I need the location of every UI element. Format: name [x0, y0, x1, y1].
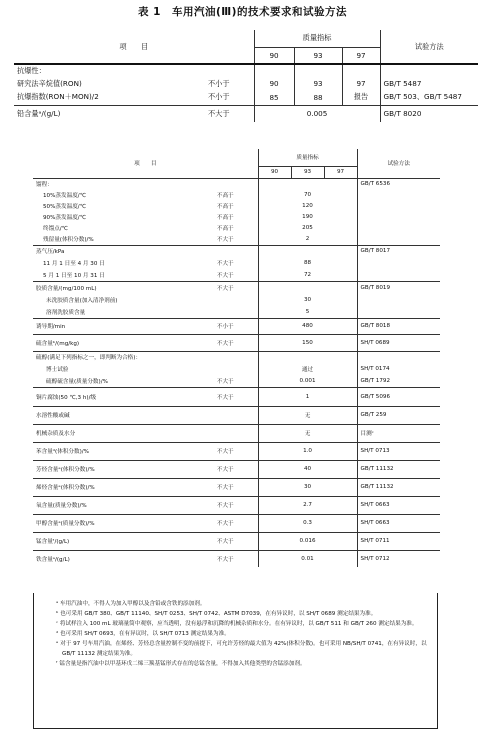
table-properties	[33, 149, 440, 567]
row-item: 苯含量ᵈ(体积分数)/%	[33, 442, 193, 460]
row-v97: 报告	[342, 90, 380, 105]
header-method: 试验方法	[380, 30, 478, 64]
row-value: 1	[258, 387, 357, 406]
row-item: 氧含量(质量分数)/%	[33, 496, 193, 514]
row-item: 研究法辛烷值(RON)	[17, 78, 82, 88]
footnote: ᵉ 对于 97 号车用汽油，在烯烃、芳烃总含量控制不变的前提下，可允许芳烃的最大值为 42%(体积分数)。也可采用 NB/SH/T 0741，在有异议时，以 GB/T 11132 测定结果为准。	[56, 641, 427, 657]
row-item: 溶剂洗胶质含量	[33, 306, 193, 318]
header-item: 项 目	[33, 149, 258, 178]
header-grade-90: 90	[258, 166, 291, 178]
row-cond: 不高于	[193, 222, 258, 233]
row-item: 抗爆性：	[17, 66, 46, 75]
row-value: 30	[258, 478, 357, 496]
row-cond: 不大于	[193, 233, 258, 245]
row-cond	[193, 363, 258, 375]
table-antiknock	[14, 30, 478, 122]
row-method: SH/T 0689	[357, 334, 440, 351]
footnote: ᶜ 将试样注入 100 mL 玻璃量筒中观察，应当透明，没有悬浮和沉降的机械杂质和水分。在有异议时，以 GB/T 511 和 GB/T 260 测定结果为准。	[56, 621, 418, 627]
row-value: 0.3	[258, 514, 357, 532]
section-title: 馏程：	[36, 181, 53, 188]
row-value: 205	[258, 222, 357, 233]
row-item: 铜片腐蚀(50 ℃,3 h)/级	[33, 387, 193, 406]
row-method: GB/T 259	[357, 406, 440, 424]
row-item: 50%蒸发温度/℃	[43, 203, 86, 210]
row-method: GB/T 8017	[360, 248, 391, 255]
row-method: SH/T 0712	[360, 555, 390, 562]
row-item: 残留量(体积分数)/%	[33, 233, 193, 245]
row-item: 机械杂质及水分	[33, 424, 193, 442]
row-value: 2.7	[258, 496, 357, 514]
header-grade-93: 93	[291, 166, 324, 178]
row-cond: 不大于	[193, 257, 258, 269]
row-value: 无	[258, 424, 357, 442]
row-value: 190	[258, 211, 357, 222]
row-merged-value: 0.005	[254, 105, 380, 122]
row-value: 150	[258, 334, 357, 351]
row-item: 博士试验	[46, 367, 69, 373]
row-value: 0.016	[258, 532, 357, 550]
row-cond: 不小于	[184, 90, 254, 105]
header-grade-97: 97	[342, 47, 380, 64]
row-method: GB/T 11132	[357, 460, 440, 478]
footnote: ᵃ 车用汽油中，不得人为加入甲醇以及含铅或含铁的添加剂。	[56, 601, 206, 607]
row-item: 终馏点/℃	[43, 225, 68, 232]
row-cond: 不大于	[193, 442, 258, 460]
header-grade-90: 90	[254, 47, 294, 64]
row-cond: 不大于	[193, 269, 258, 281]
footnote: ᵇ 也可采用 GB/T 380、GB/T 11140、SH/T 0253、SH/T 0742、ASTM D7039，在有异议时，以 SH/T 0689 测定结果为准。	[56, 611, 377, 617]
row-method: GB/T 503、GB/T 5487	[380, 90, 478, 105]
row-item: 硫醇硫含量(质量分数)/%	[33, 375, 193, 387]
section-title: 胶质含量/(mg/100 mL)	[36, 285, 97, 292]
row-value: 1.0	[258, 442, 357, 460]
row-item: 芳烃含量ᵉ(体积分数)/%	[33, 460, 193, 478]
row-v90: 85	[254, 90, 294, 105]
row-cond: 不大于	[193, 532, 258, 550]
footnote: ᶠ 锰含量是指汽油中以甲基环戊二烯三羰基锰形式存在的总锰含量，不得加入其他类型的含锰添加剂。	[56, 661, 306, 667]
row-value: 0.01	[258, 550, 357, 567]
row-item: 硫含量ᵇ/(mg/kg)	[33, 334, 193, 351]
row-method: GB/T 8019	[360, 284, 391, 291]
row-cond: 不大于	[193, 281, 258, 294]
section-title: 蒸气压/kPa	[36, 249, 65, 256]
row-cond: 不大于	[193, 478, 258, 496]
row-item: 诱导期/min	[33, 318, 193, 334]
row-cond: 不高于	[193, 189, 258, 200]
row-item: 未洗胶质含量(加入清净剂前)	[46, 298, 118, 304]
row-value: 2	[258, 233, 357, 245]
header-method: 试验方法	[357, 149, 440, 178]
row-cond: 不大于	[193, 496, 258, 514]
row-cond: 不高于	[193, 211, 258, 222]
row-value: 0.001	[258, 375, 357, 387]
row-method: GB/T 8020	[383, 109, 422, 119]
row-value: 通过	[258, 363, 357, 375]
row-method: GB/T 5487	[383, 79, 422, 88]
row-item: 铁含量ᵃ/(g/L)	[36, 556, 70, 563]
row-v93: 93	[294, 77, 342, 90]
row-value: 70	[258, 189, 357, 200]
row-item: 锰含量ᶠ/(g/L)	[33, 532, 193, 550]
footnote: ᵈ 也可采用 SH/T 0693，在有异议时，以 SH/T 0713 测定结果为准。	[56, 631, 230, 637]
row-value: 480	[258, 318, 357, 334]
header-item: 项 目	[14, 30, 254, 64]
row-method: SH/T 0713	[357, 442, 440, 460]
row-cond: 不大于	[193, 460, 258, 478]
footnotes	[33, 593, 438, 729]
row-method: GB/T 8018	[357, 318, 440, 334]
row-cond: 不小于	[193, 318, 258, 334]
header-grade-97: 97	[324, 166, 357, 178]
row-method: GB/T 11132	[357, 478, 440, 496]
row-method: SH/T 0663	[357, 514, 440, 532]
row-value: 30	[258, 294, 357, 306]
row-item: 5 月 1 日至 10 月 31 日	[33, 269, 193, 281]
header-grade-93: 93	[294, 47, 342, 64]
row-item: 11 月 1 日至 4 月 30 日	[43, 261, 105, 267]
row-method: SH/T 0711	[357, 532, 440, 550]
row-item: 10%蒸发温度/℃	[43, 192, 86, 199]
row-cond	[193, 424, 258, 442]
row-item: 90%蒸发温度/℃	[43, 214, 86, 221]
row-item: 甲醇含量ᵃ(质量分数)/%	[33, 514, 193, 532]
row-value: 88	[258, 257, 357, 269]
row-method: SH/T 0174	[360, 366, 390, 372]
section-title: 硫醇(满足下列指标之一，即判断为合格)：	[33, 351, 258, 363]
row-cond: 不小于	[184, 77, 254, 90]
row-item: 水溶性酸或碱	[33, 406, 193, 424]
row-item: 抗爆指数(RON＋MON)/2	[14, 90, 184, 105]
row-value: 120	[258, 200, 357, 211]
row-cond: 不大于	[193, 334, 258, 351]
row-item: 烯烃含量ᵉ(体积分数)/%	[33, 478, 193, 496]
table-caption: 表 1 车用汽油(Ⅲ)的技术要求和试验方法	[138, 6, 347, 18]
row-method: GB/T 6536	[360, 180, 391, 187]
row-method: 目测ᶜ	[357, 424, 440, 442]
row-v97: 97	[342, 77, 380, 90]
row-cond	[193, 406, 258, 424]
row-cond: 不大于	[193, 550, 258, 567]
row-v93: 88	[294, 90, 342, 105]
row-value: 5	[258, 306, 357, 318]
row-cond: 不大于	[193, 375, 258, 387]
row-value: 无	[258, 406, 357, 424]
row-value: 40	[258, 460, 357, 478]
row-cond: 不大于	[193, 387, 258, 406]
row-method: GB/T 1792	[357, 375, 440, 387]
row-item: 铅含量ᵃ/(g/L)	[17, 108, 61, 118]
header-quality: 质量指标	[258, 149, 357, 166]
row-cond: 不大于	[193, 514, 258, 532]
row-cond: 不大于	[184, 105, 254, 122]
row-method: GB/T 5096	[357, 387, 440, 406]
row-v90: 90	[254, 77, 294, 90]
row-value: 72	[258, 269, 357, 281]
row-method: SH/T 0663	[357, 496, 440, 514]
header-quality: 质量指标	[254, 30, 380, 47]
row-cond: 不高于	[193, 200, 258, 211]
